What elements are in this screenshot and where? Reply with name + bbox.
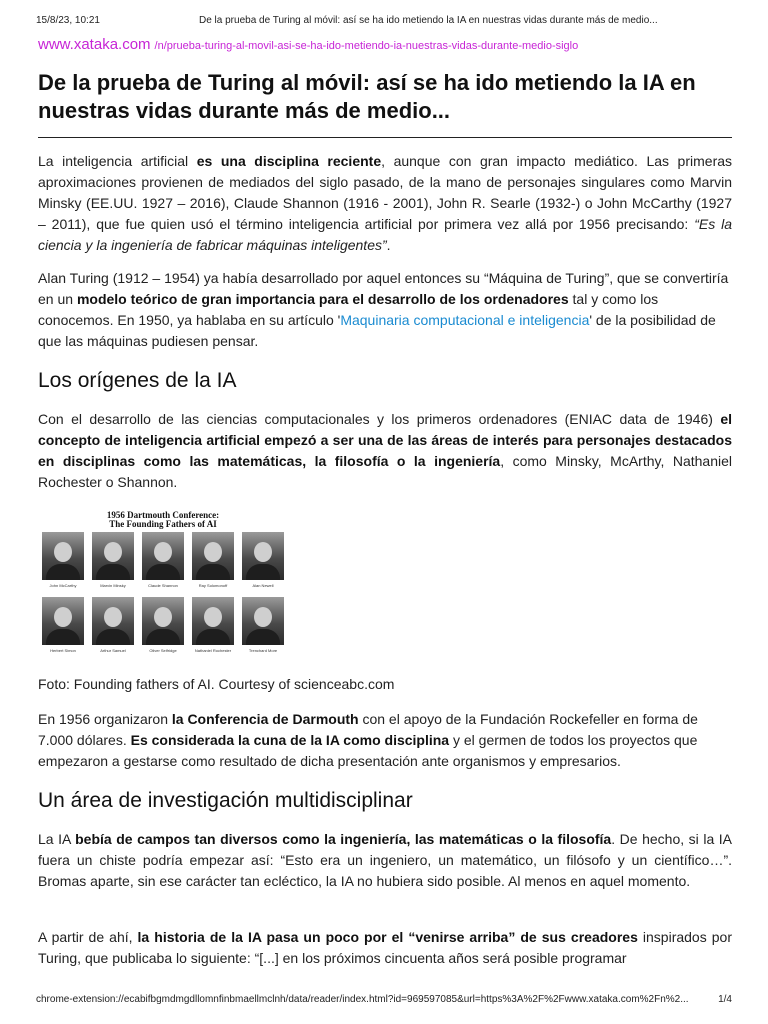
- paragraph-historia: [38, 927, 732, 969]
- print-page-number: 1/4: [718, 994, 732, 1005]
- paragraph-origenes: [38, 409, 732, 493]
- bold-span: modelo teórico de gran importancia para el desarrollo de los ordenadores: [76, 291, 569, 307]
- title-divider: [38, 137, 732, 138]
- text-span: con el apoyo de la Fundación Rockefeller en forma de 7.000 dólares.: [38, 711, 698, 748]
- portrait-photo: [42, 597, 84, 645]
- text-span: En 1956 organizaron: [38, 711, 172, 727]
- portrait-name: Herbert Simon: [50, 648, 76, 653]
- text-span: inspirados por Turing, que publicaba lo siguiente: “[...] en los próximos cincuenta años será posible programar: [38, 929, 732, 966]
- portrait-name: Oliver Selfridge: [149, 648, 177, 653]
- image-caption: [38, 674, 732, 695]
- portrait-name: John McCarthy: [49, 583, 77, 588]
- text-span: Alan Turing (1912 – 1954) ya había desarrollado por aquel entonces su “Máquina de Turing”, que se convertiría en un: [38, 270, 729, 307]
- bold-span: el concepto de inteligencia artificial empezó a ser una de las áreas de interés para personajes destacados en disciplinas como las matemáticas, la filosofía o la ingeniería: [38, 411, 732, 469]
- portrait-photo: [242, 597, 284, 645]
- source-domain-link[interactable]: www.xataka.com: [38, 36, 151, 53]
- portrait-name: Nathaniel Rochester: [194, 648, 232, 653]
- bold-span: la historia de la IA pasa un poco por el “venirse arriba” de sus creadores: [137, 929, 638, 945]
- portrait-name: Trenchard More: [248, 648, 278, 653]
- text-span: La IA: [38, 831, 76, 847]
- portrait-name: Ray Solomonoff: [198, 583, 228, 588]
- text-span: . De hecho, si la IA fuera un chiste podría empezar así: “Esto era un ingeniero, un matemático, un filósofo y un científico…”. Bromas aparte, sin ese carácter tan ecléctico, la IA no hubiera sido posible. Al menos en aquel momento.: [38, 831, 732, 889]
- bold-span: es una disciplina reciente: [196, 153, 382, 169]
- figure-title-line2: The Founding Fathers of AI: [109, 519, 217, 529]
- text-span: ' de la posibilidad de que las máquinas pudiesen pensar.: [38, 312, 716, 349]
- quote-span: “Es la ciencia y la ingeniería de fabricar máquinas inteligentes”: [38, 216, 732, 253]
- text-span: , como Minsky, McArthy, Nathaniel Rochester o Shannon.: [38, 453, 732, 490]
- paragraph-darmouth: [38, 709, 732, 772]
- caption-text: Foto: Founding fathers of AI. Courtesy of scienceabc.com: [38, 676, 395, 692]
- text-span: , aunque con gran impacto mediático. Las primeras aproximaciones provienen de mediados del siglo pasado, de la mano de personajes singulares como Marvin Minsky (EE.UU. 1927 – 2016), Claude Shannon (1916 - 2001), John R. Searle (1932-) o John McCarthy (1927 – 2011), que fue quien usó el término inteligencia artificial por primera vez allá por 1956 precisando:: [38, 153, 733, 232]
- portrait-photo: [142, 532, 184, 580]
- source-url[interactable]: [38, 36, 578, 54]
- paragraph-intro: [38, 151, 732, 256]
- section-heading-multidisciplinar: Un área de investigación multidisciplinar: [38, 789, 413, 812]
- portrait-photo: [92, 532, 134, 580]
- text-span: A partir de ahí,: [38, 929, 138, 945]
- portrait-photo: [92, 597, 134, 645]
- text-span: .: [386, 237, 391, 253]
- text-span: tal y como los conocemos. En 1950, ya hablaba en su artículo ': [38, 291, 659, 328]
- paragraph-turing: [38, 268, 732, 352]
- text-span: y el germen de todos los proyectos que empezaron a gestarse como resultado de dicha presentación ante organismos y empresarios.: [38, 732, 698, 769]
- portrait-photo: [242, 532, 284, 580]
- source-path-link[interactable]: /n/prueba-turing-al-movil-asi-se-ha-ido-metiendo-ia-nuestras-vidas-durante-medio-siglo: [154, 40, 579, 52]
- print-datetime: 15/8/23, 10:21: [36, 15, 100, 26]
- portrait-name: Arthur Samuel: [100, 648, 126, 653]
- founding-fathers-image: [38, 505, 288, 657]
- portrait-name: Marvin Minsky: [100, 583, 126, 588]
- text-span: La inteligencia artificial: [38, 153, 197, 169]
- portrait-photo: [192, 597, 234, 645]
- article-title: De la prueba de Turing al móvil: así se ha ido metiendo la IA en nuestras vidas durante más de medio...: [38, 70, 696, 123]
- bold-span: la Conferencia de Darmouth: [171, 711, 359, 727]
- portrait-photo: [142, 597, 184, 645]
- bold-span: Es considerada la cuna de la IA como disciplina: [130, 732, 450, 748]
- portrait-name: Claude Shannon: [148, 583, 178, 588]
- paragraph-multidisciplinar: [38, 829, 732, 892]
- print-footer-url: chrome-extension://ecabifbgmdmgdllomnfinbmaellmclnh/data/reader/index.html?id=969597085&url=https%3A%2F%2Fwww.xataka.com%2Fn%2...: [36, 994, 689, 1005]
- figure-title-line1: 1956 Dartmouth Conference:: [106, 510, 220, 520]
- portrait-name: Alan Newell: [252, 583, 274, 588]
- article-link-maquinaria[interactable]: Maquinaria computacional e inteligencia: [340, 312, 590, 328]
- section-heading-origenes: Los orígenes de la IA: [38, 369, 237, 392]
- portrait-photo: [42, 532, 84, 580]
- portrait-photo: [192, 532, 234, 580]
- bold-span: bebía de campos tan diversos como la ingeniería, las matemáticas o la filosofía: [75, 831, 612, 847]
- print-page-title: De la prueba de Turing al móvil: así se ha ido metiendo la IA en nuestras vidas durante más de medio...: [199, 15, 658, 26]
- text-span: Con el desarrollo de las ciencias computacionales y los primeros ordenadores (ENIAC data de 1946): [38, 411, 721, 427]
